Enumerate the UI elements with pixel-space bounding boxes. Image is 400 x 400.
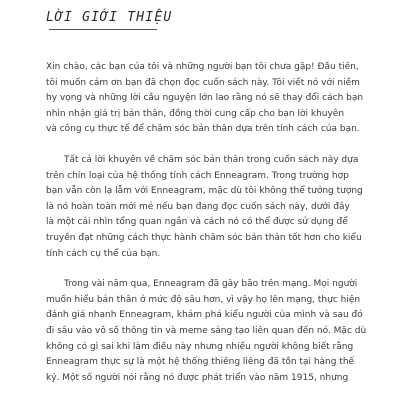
- text-line: nhìn nhận giá trị bản thân, đồng thời cung cấp cho bạn lời khuyên: [46, 108, 345, 119]
- text-line: đánh giá nhanh Enneagram, khám phá kiểu người của mình và sau đó: [46, 310, 363, 321]
- body-text: [46, 60, 367, 400]
- text-line: đi sâu vào vô số thông tin và meme sáng tạo liên quan đến nó. Mặc dù: [46, 325, 367, 336]
- text-line: Trong vài năm qua, Enneagram đã gây bão trên mạng. Mọi người: [64, 279, 358, 290]
- text-line: tôi muốn cảm ơn bạn đã chọn đọc cuốn sách này. Tôi viết nó với niềm: [46, 77, 360, 88]
- text-line: tính cách cụ thể của bạn.: [46, 248, 161, 259]
- text-line: muốn hiểu bản thân ở mức độ sâu hơn, vì vậy họ lên mạng, thực hiện: [46, 294, 361, 305]
- text-line: bạn vẫn còn lạ lẫm với Enneagram, mặc dù tôi không thể tưởng tượng: [46, 186, 363, 197]
- paragraph-3: [46, 277, 367, 386]
- text-line: Xin chào, các bạn của tôi và những người bạn tôi chưa gặp! Đầu tiên,: [46, 62, 359, 72]
- paragraph-1: [46, 60, 364, 138]
- text-line: Enneagram thực sự là một hệ thống thiêng liêng đã tồn tại hàng thế: [46, 357, 355, 368]
- text-line: là nó hoàn toàn mới mẻ nếu bạn đang đọc cuốn sách này, dưới đây: [46, 201, 350, 212]
- text-line: truyền đạt những cách thực hành chăm sóc bản thân tốt hơn cho kiểu: [46, 232, 362, 243]
- text-line: và công cụ thực tế để chăm sóc bản thân dựa trên tính cách của bạn.: [46, 124, 360, 135]
- text-line: hy vọng và những lời cầu nguyện lớn lao rằng nó sẽ thay đổi cách bạn: [46, 93, 364, 104]
- chapter-heading-block: [46, 10, 186, 30]
- chapter-heading: LỜI GIỚI THIỆU: [46, 10, 173, 25]
- heading-underline: [49, 29, 157, 30]
- text-line: là một cái nhìn tổng quan ngắn và cách nó có thể được sử dụng để: [46, 217, 348, 228]
- text-line: trên chín loại của hệ thống tính cách Enneagram. Trong trường hợp: [46, 170, 349, 181]
- text-line: kỷ. Một số người nói rằng nó được phát triển vào năm 1915, nhưng: [46, 372, 349, 383]
- paragraph-2: [46, 153, 363, 262]
- text-line: Tất cả lời khuyên về chăm sóc bản thân trong cuốn sách này dựa: [64, 154, 359, 165]
- text-line: không có gì sai khi làm điều này nhưng nhiều người không biết rằng: [46, 341, 354, 352]
